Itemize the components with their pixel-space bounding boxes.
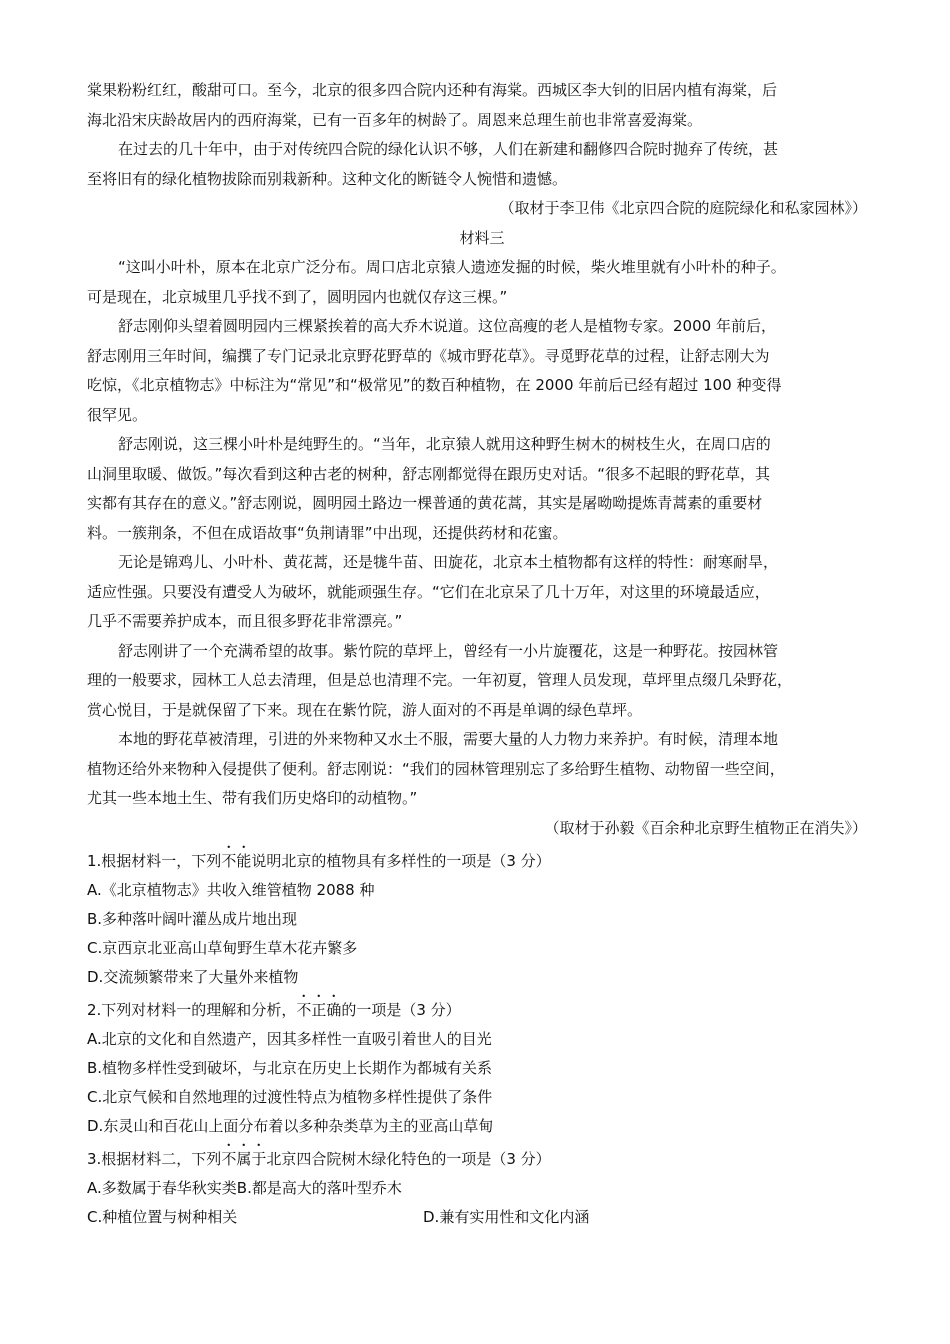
text-line: 海北沿宋庆龄故居内的西府海棠，已有一百多年的树龄了。周恩来总理生前也非常喜爱海棠。 (87, 110, 703, 129)
text-line: 至将旧有的绿化植物拔除而别栽新种。这种文化的断链令人惋惜和遗憾。 (87, 169, 568, 188)
options-row (87, 1174, 877, 1203)
material3-paragraph-4 (87, 548, 877, 637)
text-line: 棠果粉粉红红，酸甜可口。至今，北京的很多四合院内还种有海棠。西城区李大钊的旧居内植有海棠，后 (87, 81, 778, 99)
option-c[interactable]: C.京西京北亚高山草甸野生草木花卉繁多 (87, 939, 358, 957)
emphasized-word: 不能 (221, 852, 252, 870)
material2-paragraph-2 (87, 135, 877, 194)
option-b[interactable]: B.都是高大的落叶型乔木 (236, 1179, 402, 1197)
text-line: 很罕见。 (87, 405, 148, 424)
question-1 (87, 843, 877, 992)
question-stem (87, 843, 877, 876)
text-line: 在过去的几十年中，由于对传统四合院的绿化认识不够，人们在新建和翻修四合院时抛弃了传统，甚 (118, 140, 779, 158)
option-d[interactable]: D.兼有实用性和文化内涵 (423, 1208, 590, 1226)
text-line: “这叫小叶朴，原本在北京广泛分布。周口店北京猿人遗迹发掘的时候，柴火堆里就有小叶朴的种子。 (118, 258, 786, 276)
material3-heading: 材料三 (459, 228, 505, 247)
text-line: 料。一簇荆条，不但在成语故事“负荆请罪”中出现，还提供药材和花蜜。 (87, 523, 568, 542)
option-b[interactable]: B.多种落叶阔叶灌丛成片地出现 (87, 910, 298, 928)
text-line: 适应性强。只要没有遭受人为破坏，就能顽强生存。“它们在北京呆了几十万年，对这里的环境最适应， (87, 582, 770, 601)
question-3 (87, 1141, 877, 1232)
option-a[interactable]: A.《北京植物志》共收入维管植物 2088 种 (87, 881, 375, 899)
text-line: 可是现在，北京城里几乎找不到了，圆明园内也就仅存这三棵。” (87, 287, 508, 306)
text-line: 几乎不需要养护成本，而且很多野花非常漂亮。” (87, 612, 403, 630)
material3-paragraph-1 (87, 253, 877, 312)
material3-paragraph-6 (87, 725, 877, 814)
stem-text: 1.根据材料一，下列 (87, 852, 222, 870)
text-line: 舒志刚用三年时间，编撰了专门记录北京野花野草的《城市野花草》。寻觅野花草的过程，让舒志刚大为 (87, 346, 770, 365)
emphasized-word: 不属于 (221, 1150, 267, 1168)
material2-paragraph-1 (87, 76, 877, 135)
option-c[interactable]: C.种植位置与树种相关 (87, 1208, 238, 1226)
stem-text: 说明北京的植物具有多样性的一项是（3 分） (251, 852, 551, 870)
text-line: 赏心悦目，于是就保留了下来。现在在紫竹院，游人面对的不再是单调的绿色草坪。 (87, 700, 643, 719)
text-line: 尤其一些本地土生、带有我们历史烙印的动植物。” (87, 789, 418, 807)
text-line: 无论是锦鸡儿、小叶朴、黄花蒿，还是牻牛苗、田旋花，北京本土植物都有这样的特性：耐寒耐旱， (118, 553, 779, 571)
material3-paragraph-5 (87, 637, 877, 726)
text-line: 吃惊，《北京植物志》中标注为“常见”和“极常见”的数百种植物，在 2000 年前后已经有超过 100 种变得 (87, 376, 782, 394)
stem-text: 北京四合院树木绿化特色的一项是（3 分） (266, 1150, 551, 1168)
question-stem (87, 1141, 877, 1174)
option-d[interactable]: D.交流频繁带来了大量外来植物 (87, 968, 299, 986)
text-line: 山洞里取暖、做饭。”每次看到这种古老的树种，舒志刚都觉得在跟历史对话。“很多不起眼的野花草，其 (87, 464, 771, 483)
question-stem (87, 992, 877, 1025)
option-d[interactable]: D.东灵山和百花山上面分布着以多种杂类草为主的亚高山草甸 (87, 1117, 494, 1135)
option-a[interactable]: A.多数属于春华秋实类 (87, 1179, 237, 1197)
stem-text: 2.下列对材料一的理解和分析， (87, 1001, 297, 1019)
text-line: 本地的野花草被清理，引进的外来物种又水土不服，需要大量的人力物力来养护。有时候，清理本地 (118, 730, 779, 748)
exam-page (87, 76, 877, 1232)
option-a[interactable]: A.北京的文化和自然遗产，因其多样性一直吸引着世人的目光 (87, 1030, 492, 1048)
text-line: 实都有其存在的意义。”舒志刚说，圆明园土路边一棵普通的黄花蒿，其实是屠呦呦提炼青蒿素的重要材 (87, 494, 763, 512)
option-c[interactable]: C.北京气候和自然地理的过渡性特点为植物多样性提供了条件 (87, 1088, 493, 1106)
options-row (87, 1203, 877, 1232)
stem-text: 3.根据材料二，下列 (87, 1150, 222, 1168)
question-2 (87, 992, 877, 1141)
text-line: 理的一般要求，园林工人总去清理，但是总也清理不完。一年初夏，管理人员发现，草坪里点缀几朵野花， (87, 671, 793, 689)
text-line: 舒志刚讲了一个充满希望的故事。紫竹院的草坪上，曾经有一小片旋覆花，这是一种野花。按园林管 (118, 641, 779, 660)
material3-paragraph-3 (87, 430, 877, 548)
material3-paragraph-2 (87, 312, 877, 430)
emphasized-word: 不正确 (296, 1001, 342, 1019)
text-line: 植物还给外来物种入侵提供了便利。舒志刚说：“我们的园林管理别忘了多给野生植物、动物留一些空间， (87, 759, 785, 778)
material2-source: （取材于李卫伟《北京四合院的庭院绿化和私家园林》） (499, 199, 867, 217)
text-line: 舒志刚说，这三棵小叶朴是纯野生的。“当年，北京猿人就用这种野生树木的树枝生火，在周口店的 (118, 435, 771, 453)
option-b[interactable]: B.植物多样性受到破坏，与北京在历史上长期作为都城有关系 (87, 1059, 493, 1077)
material3-source: （取材于孙毅《百余种北京野生植物正在消失》） (544, 818, 867, 837)
text-line: 舒志刚仰头望着圆明园内三棵紧挨着的高大乔木说道。这位高瘦的老人是植物专家。2000 年前后， (118, 317, 776, 335)
stem-text: 的一项是（3 分） (341, 1001, 461, 1019)
